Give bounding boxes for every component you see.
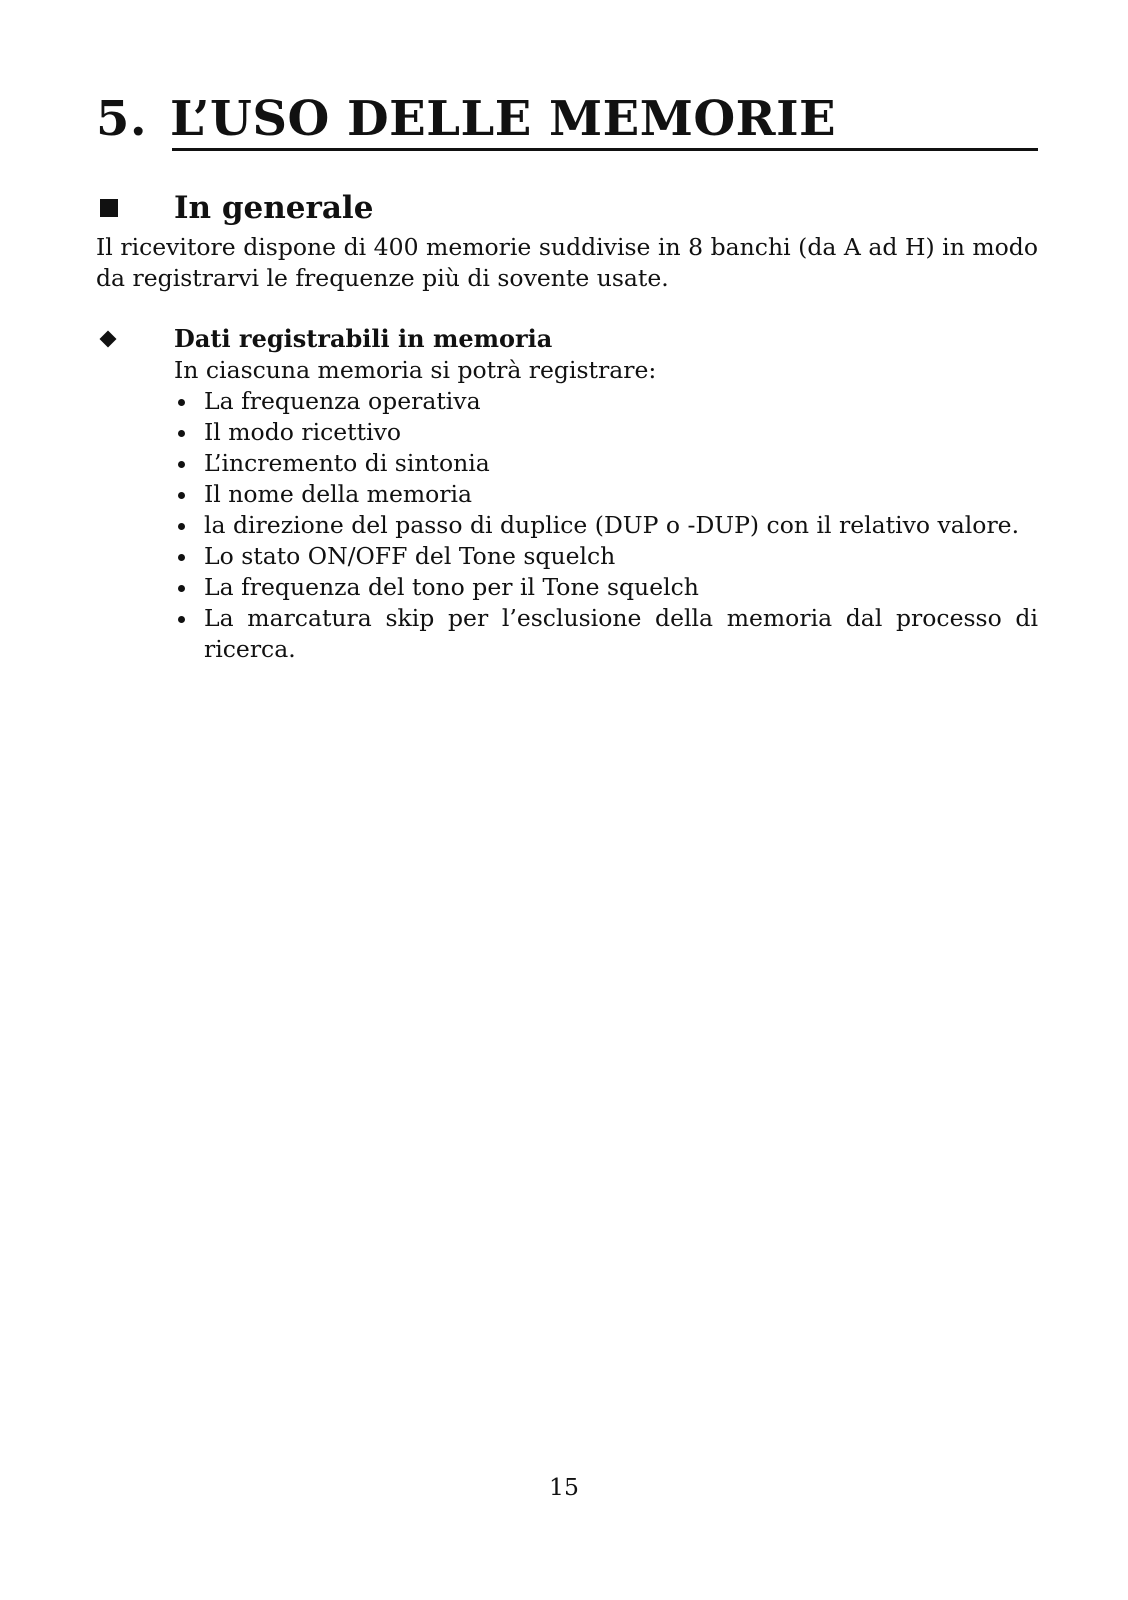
chapter-title-underline — [172, 148, 1038, 151]
chapter-title-text: L’USO DELLE MEMORIE — [170, 91, 837, 147]
diamond-bullet-icon — [100, 330, 117, 347]
list-item: Lo stato ON/OFF del Tone squelch — [174, 541, 1038, 572]
square-bullet-icon — [100, 199, 118, 217]
section-heading-text: In generale — [174, 190, 374, 226]
list-item: Il nome della memoria — [174, 479, 1038, 510]
list-item: La frequenza del tono per il Tone squelch — [174, 572, 1038, 603]
chapter-number: 5. — [96, 91, 148, 147]
memory-data-list — [174, 386, 1038, 665]
list-item: la direzione del passo di duplice (DUP o -DUP) con il relativo valore. — [174, 510, 1038, 541]
section-intro-paragraph: Il ricevitore dispone di 400 memorie suddivise in 8 banchi (da A ad H) in modo da registrarvi le frequenze più di sovente usate. — [96, 233, 1038, 292]
list-item: Il modo ricettivo — [174, 417, 1038, 448]
page-number: 15 — [549, 1473, 579, 1501]
subsection-heading-text: Dati registrabili in memoria — [174, 324, 553, 353]
section-heading — [96, 186, 373, 230]
list-item: La marcatura skip per l’esclusione della memoria dal processo di ricerca. — [174, 603, 1038, 665]
subsection-heading — [96, 322, 552, 356]
list-item: La frequenza operativa — [174, 386, 1038, 417]
chapter-title — [96, 88, 1036, 150]
list-item: L’incremento di sintonia — [174, 448, 1038, 479]
subsection-intro: In ciascuna memoria si potrà registrare: — [174, 356, 657, 384]
